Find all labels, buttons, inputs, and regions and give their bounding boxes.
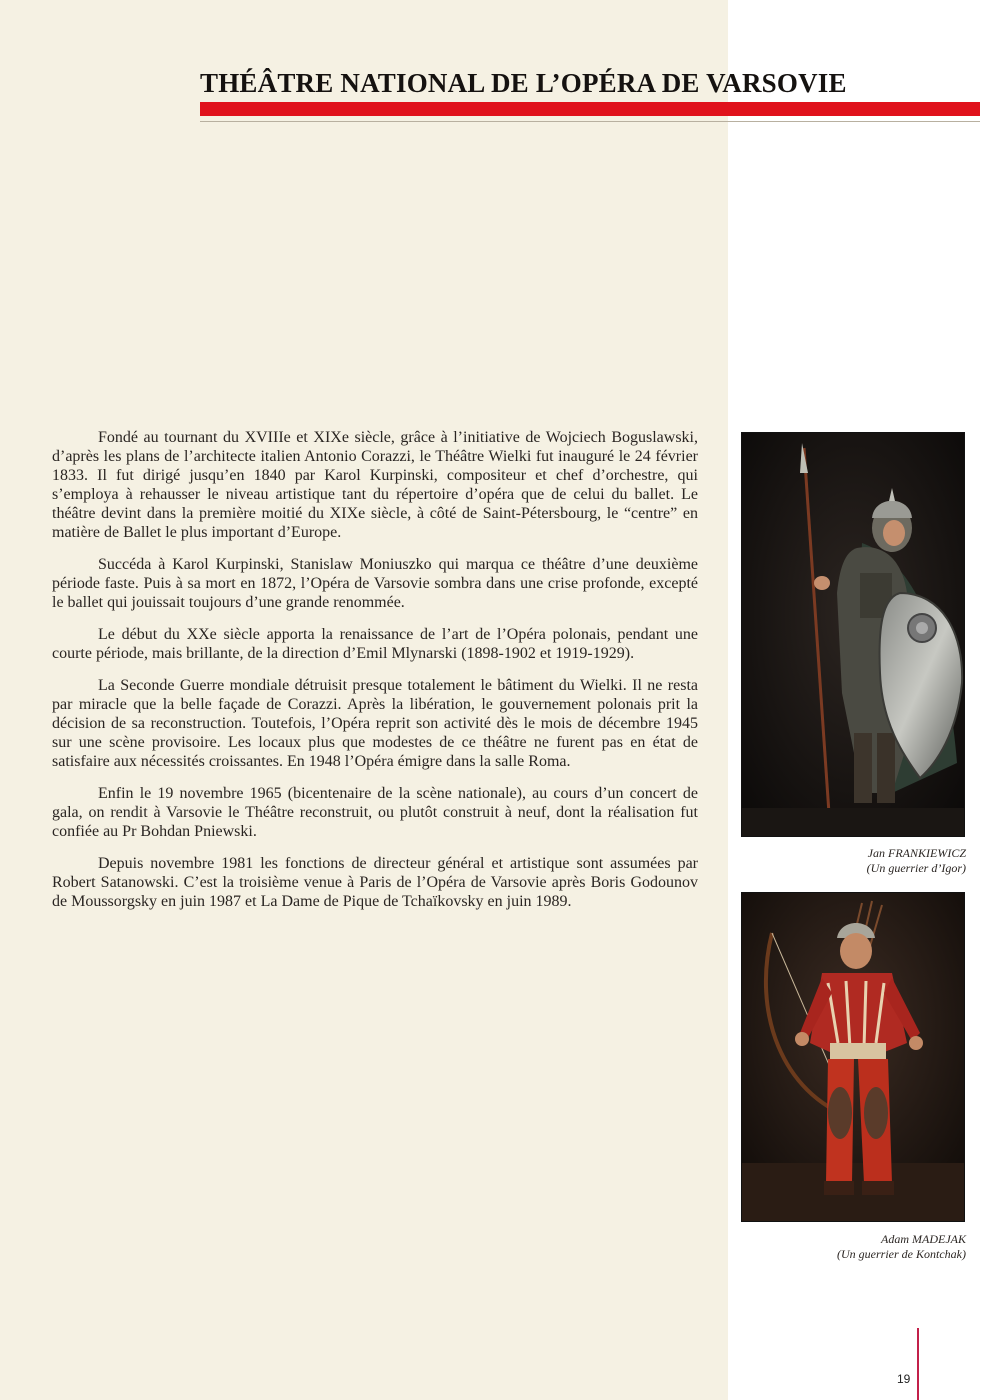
photo-warrior-igor xyxy=(741,432,965,837)
paragraph: Succéda à Karol Kurpinski, Stanislaw Moniuszko qui marqua ce théâtre d’une deuxième période faste. Puis à sa mort en 1872, l’Opéra de Varsovie sombra dans une crise profonde, excepté le ballet qui jouissait toujours d’une grande renommée. xyxy=(52,556,698,611)
paragraph: La Seconde Guerre mondiale détruisit presque totalement le bâtiment du Wielki. Il ne resta par miracle que la belle façade de Corazzi. Après la libération, le gouvernement polonais prit la décision de sa reconstruction. Toutefois, l’Opéra reprit son activité dès le mois de décembre 1945 sur une scène provisoire. Les locaux plus que modestes de ce théâtre ne furent pas en état de satisfaire aux nécessités croissantes. En 1948 l’Opéra émigre dans la salle Roma. xyxy=(52,677,698,770)
warrior-spear-shield-image xyxy=(742,433,964,836)
photo-warrior-kontchak xyxy=(741,892,965,1222)
photo-caption-2 xyxy=(746,1232,966,1262)
photo-caption-1 xyxy=(746,846,966,876)
caption-role: (Un guerrier de Kontchak) xyxy=(837,1247,966,1261)
paragraph: Depuis novembre 1981 les fonctions de directeur général et artistique sont assumées par Robert Satanowski. C’est la troisième venue à Paris de l’Opéra de Varsovie après Boris Godounov de Moussorgsky en juin 1987 et La Dame de Pique de Tchaïkovsky en juin 1989. xyxy=(52,855,698,910)
page-edge-line xyxy=(917,1328,919,1400)
paragraph: Le début du XXe siècle apporta la renaissance de l’art de l’Opéra polonais, pendant une courte période, mais brillante, de la direction d’Emil Mlynarski (1898-1902 et 1919-1929). xyxy=(52,626,698,662)
title-red-bar xyxy=(200,102,980,116)
paragraph: Fondé au tournant du XVIIIe et XIXe siècle, grâce à l’initiative de Wojciech Boguslawski, d’après les plans de l’architecte italien Antonio Corazzi, le Théâtre Wielki fut inauguré le 24 février 1833. Il fut dirigé jusqu’en 1840 par Karol Kurpinski, compositeur et chef d’orchestre, qui s’employa à rehausser le niveau artistique tant du répertoire d’opéra que de celui du ballet. Le théâtre devint dans la première moitié du XIXe siècle, à côté de Saint-Pétersbourg, le “centre” en matière de Ballet le plus important d’Europe. xyxy=(52,429,698,541)
article-body xyxy=(52,428,698,924)
caption-role: (Un guerrier d’Igor) xyxy=(866,861,966,875)
page-title: THÉÂTRE NATIONAL DE L’OPÉRA DE VARSOVIE xyxy=(200,68,847,98)
warrior-red-costume-image xyxy=(742,893,964,1221)
page-number: 19 xyxy=(897,1372,911,1386)
caption-name: Jan FRANKIEWICZ xyxy=(867,846,966,860)
title-divider xyxy=(200,121,980,122)
paragraph: Enfin le 19 novembre 1965 (bicentenaire de la scène nationale), au cours d’un concert de gala, on rendit à Varsovie le Théâtre reconstruit, ou plutôt construit à neuf, dont la réalisation fut confiée au Pr Bohdan Pniewski. xyxy=(52,785,698,840)
caption-name: Adam MADEJAK xyxy=(881,1232,966,1246)
